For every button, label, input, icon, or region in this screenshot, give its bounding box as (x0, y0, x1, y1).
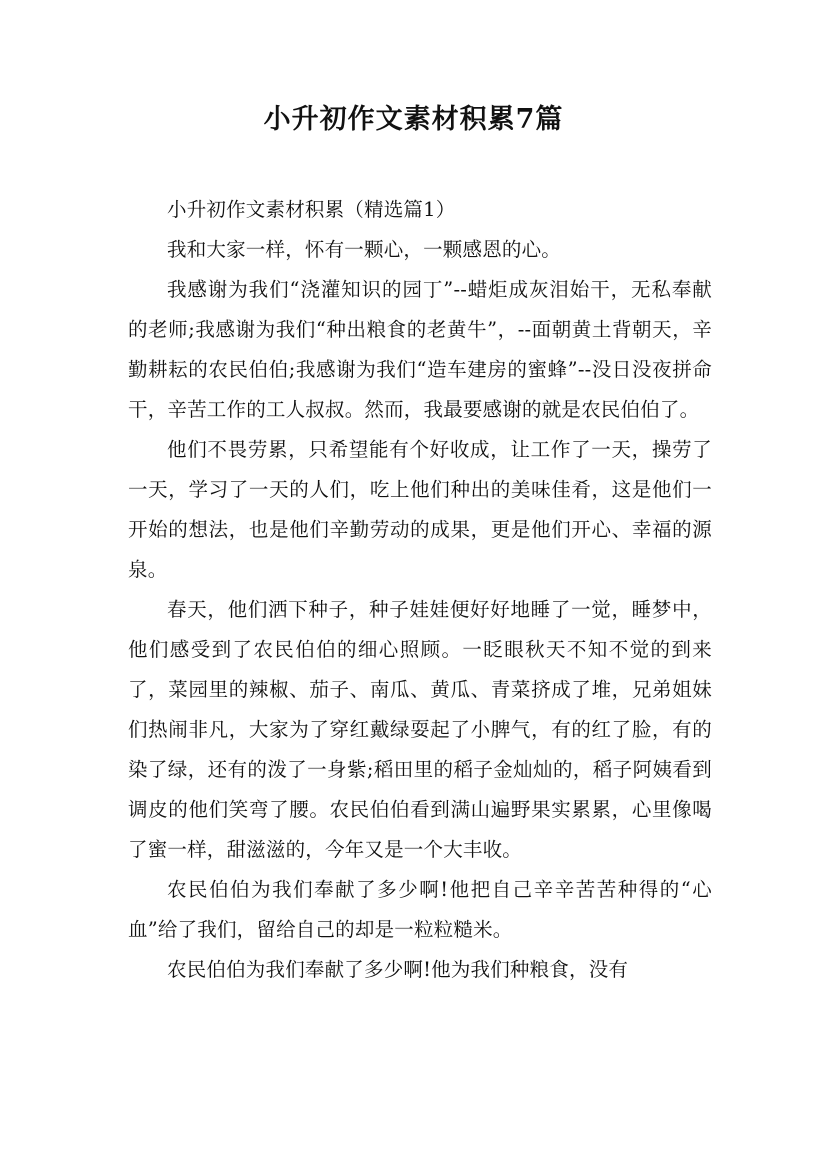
paragraph: 春天，他们洒下种子，种子娃娃便好好地睡了一觉，睡梦中，他们感受到了农民伯伯的细心照顾。一眨眼秋天不知不觉的到来了，菜园里的辣椒、茄子、南瓜、黄瓜、青菜挤成了堆，兄弟姐妹们热闹非凡，大家为了穿红戴绿耍起了小脾气，有的红了脸，有的染了绿，还有的泼了一身紫;稻田里的稻子金灿灿的，稻子阿姨看到调皮的他们笑弯了腰。农民伯伯看到满山遍野果实累累，心里像喝了蜜一样，甜滋滋的，今年又是一个大丰收。 (128, 598, 712, 861)
section-heading: 小升初作文素材积累（精选篇1） (167, 198, 456, 221)
paragraph: 农民伯伯为我们奉献了多少啊!他为我们种粮食，没有 (167, 958, 629, 981)
paragraph: 我感谢为我们“浇灌知识的园丁”--蜡炬成灰泪始干，无私奉献的老师;我感谢为我们“种出粮食的老黄牛”，--面朝黄土背朝天，辛勤耕耘的农民伯伯;我感谢为我们“造车建房的蜜蜂”--没日没夜拼命干，辛苦工作的工人叔叔。然而，我最要感谢的就是农民伯伯了。 (128, 278, 712, 421)
paragraph: 我和大家一样，怀有一颗心，一颗感恩的心。 (167, 238, 562, 261)
document-body (128, 190, 712, 990)
paragraph: 农民伯伯为我们奉献了多少啊!他把自己辛辛苦苦种得的“心血”给了我们，留给自己的却是一粒粒糙米。 (128, 878, 712, 941)
document-title: 小升初作文素材积累7篇 (263, 104, 564, 135)
paragraph: 他们不畏劳累，只希望能有个好收成，让工作了一天，操劳了一天，学习了一天的人们，吃上他们种出的美味佳肴，这是他们一开始的想法，也是他们辛勤劳动的成果，更是他们开心、幸福的源泉。 (128, 438, 712, 581)
